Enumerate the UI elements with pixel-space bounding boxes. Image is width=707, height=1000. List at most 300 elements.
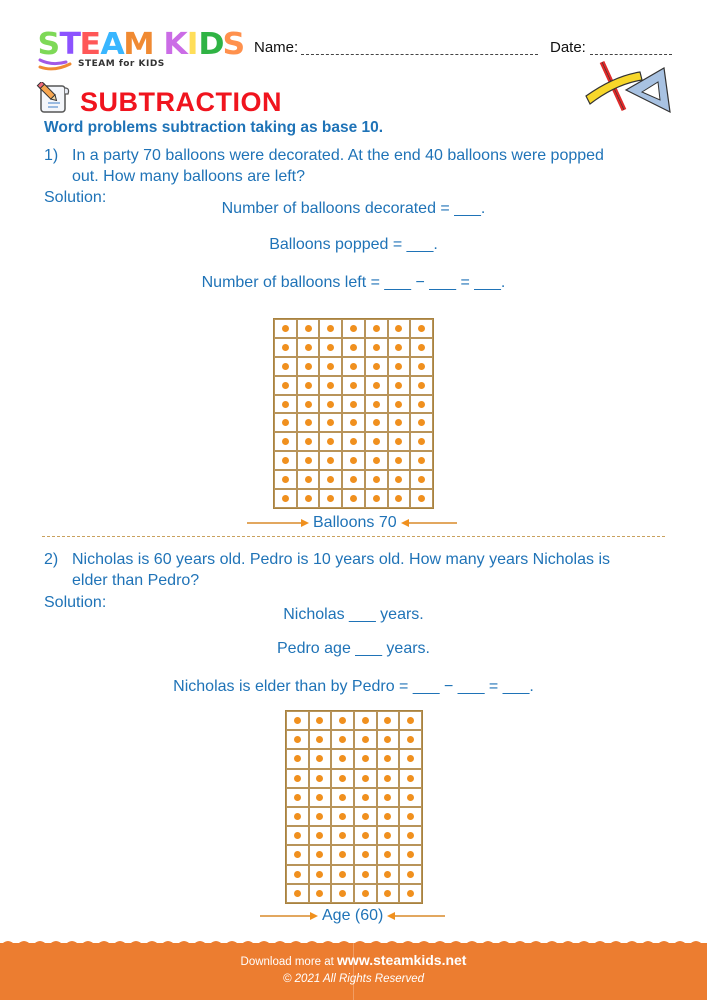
name-field[interactable]	[301, 54, 538, 55]
grid-cell	[319, 413, 342, 432]
dot-icon	[362, 871, 369, 878]
dot-icon	[327, 401, 334, 408]
logo-letter: I	[187, 27, 199, 62]
grid-cell	[342, 319, 365, 338]
dot-icon	[350, 325, 357, 332]
grid-cell	[399, 865, 422, 884]
footer-copyright: © 2021 All Rights Reserved	[282, 973, 424, 985]
grid-cell	[274, 489, 297, 508]
grid-cell	[274, 357, 297, 376]
dot-icon	[362, 890, 369, 897]
grid-cell	[309, 884, 332, 903]
grid-cell	[365, 470, 388, 489]
dot-icon	[339, 755, 346, 762]
logo-letter: K	[163, 27, 188, 62]
dot-icon	[294, 832, 301, 839]
dot-icon	[407, 890, 414, 897]
dot-icon	[339, 736, 346, 743]
grid-cell	[354, 788, 377, 807]
dot-icon	[327, 457, 334, 464]
grid-cell	[388, 451, 411, 470]
dot-icon	[327, 363, 334, 370]
dot-icon	[294, 736, 301, 743]
dot-icon	[282, 495, 289, 502]
grid-cell	[297, 338, 320, 357]
dot-icon	[294, 794, 301, 801]
dot-icon	[418, 401, 425, 408]
age-dot-grid	[285, 710, 423, 904]
dot-icon	[282, 325, 289, 332]
grid-cell	[274, 451, 297, 470]
dot-icon	[327, 419, 334, 426]
grid-cell	[342, 376, 365, 395]
dot-icon	[395, 476, 402, 483]
grid-cell	[354, 884, 377, 903]
grid-cell	[286, 865, 309, 884]
dot-icon	[316, 832, 323, 839]
footer-download	[0, 952, 707, 968]
grid-cell	[286, 749, 309, 768]
grid-cell	[297, 395, 320, 414]
grid-cell	[388, 338, 411, 357]
grid-cell	[286, 730, 309, 749]
grid-cell	[319, 319, 342, 338]
dot-icon	[339, 851, 346, 858]
dot-icon	[373, 438, 380, 445]
logo-letter: M	[123, 27, 155, 62]
grid-cell	[309, 845, 332, 864]
grid-cell	[354, 769, 377, 788]
dot-icon	[373, 401, 380, 408]
dot-icon	[350, 419, 357, 426]
problem-1-question	[44, 145, 664, 187]
grid-cell	[354, 730, 377, 749]
dot-icon	[305, 344, 312, 351]
solution-step: Nicholas is elder than by Pedro = ___ − ___ = ___.	[173, 678, 534, 695]
dot-icon	[350, 382, 357, 389]
dot-icon	[339, 890, 346, 897]
dot-icon	[362, 755, 369, 762]
grid-cell	[319, 451, 342, 470]
question-text: elder than Pedro?	[72, 572, 200, 589]
dot-icon	[282, 401, 289, 408]
grid-label-text: Age (60)	[322, 907, 384, 924]
dot-icon	[305, 363, 312, 370]
dot-icon	[339, 717, 346, 724]
dot-icon	[339, 794, 346, 801]
dot-icon	[294, 871, 301, 878]
dot-icon	[384, 813, 391, 820]
dot-icon	[294, 813, 301, 820]
grid-cell	[342, 432, 365, 451]
dot-icon	[407, 851, 414, 858]
dot-icon	[384, 794, 391, 801]
dot-icon	[418, 382, 425, 389]
grid-cell	[297, 489, 320, 508]
dot-icon	[362, 717, 369, 724]
grid-cell	[309, 730, 332, 749]
grid-cell	[410, 357, 433, 376]
grid-cell	[309, 749, 332, 768]
dot-icon	[282, 438, 289, 445]
grid-cell	[365, 489, 388, 508]
balloons-dot-grid	[273, 318, 434, 509]
dot-icon	[305, 457, 312, 464]
dot-icon	[407, 813, 414, 820]
footer-download-prefix: Download more at	[240, 956, 334, 968]
grid-cell	[274, 413, 297, 432]
dot-icon	[294, 755, 301, 762]
solution-label: Solution:	[44, 594, 107, 611]
dot-icon	[407, 832, 414, 839]
dot-icon	[305, 401, 312, 408]
grid-cell	[309, 788, 332, 807]
dot-icon	[305, 382, 312, 389]
dot-icon	[327, 476, 334, 483]
grid-cell	[297, 319, 320, 338]
dot-icon	[395, 363, 402, 370]
dot-icon	[407, 775, 414, 782]
dot-icon	[384, 871, 391, 878]
grid-cell	[399, 749, 422, 768]
grid-cell	[274, 432, 297, 451]
grid-cell	[377, 807, 400, 826]
dot-icon	[373, 419, 380, 426]
footer-url-link[interactable]: www.steamkids.net	[337, 952, 467, 968]
grid-cell	[354, 711, 377, 730]
grid-cell	[354, 749, 377, 768]
grid-cell	[388, 395, 411, 414]
grid-cell	[410, 432, 433, 451]
dot-icon	[407, 794, 414, 801]
dot-icon	[339, 832, 346, 839]
solution-step: Number of balloons left = ___ − ___ = ___.	[201, 274, 506, 291]
grid-cell	[354, 807, 377, 826]
grid-cell	[286, 788, 309, 807]
dot-icon	[316, 794, 323, 801]
arrow-left-icon	[387, 911, 445, 921]
grid-cell	[309, 769, 332, 788]
dot-icon	[395, 495, 402, 502]
dot-icon	[373, 476, 380, 483]
grid-cell	[399, 845, 422, 864]
dot-icon	[305, 476, 312, 483]
grid-cell	[365, 319, 388, 338]
grid-cell	[297, 413, 320, 432]
dot-icon	[418, 495, 425, 502]
dot-icon	[384, 736, 391, 743]
grid-cell	[388, 413, 411, 432]
grid-cell	[377, 769, 400, 788]
dot-icon	[418, 419, 425, 426]
grid-cell	[410, 451, 433, 470]
grid-cell	[365, 395, 388, 414]
dot-icon	[282, 363, 289, 370]
logo-letter: A	[99, 27, 125, 62]
grid-cell	[388, 319, 411, 338]
dot-icon	[294, 890, 301, 897]
dot-icon	[339, 775, 346, 782]
grid-cell	[331, 711, 354, 730]
grid-cell	[319, 376, 342, 395]
dot-icon	[316, 755, 323, 762]
dot-icon	[362, 813, 369, 820]
grid-cell	[388, 470, 411, 489]
grid-cell	[410, 319, 433, 338]
dot-icon	[316, 775, 323, 782]
dot-icon	[316, 813, 323, 820]
grid-cell	[354, 865, 377, 884]
dot-icon	[418, 344, 425, 351]
grid-cell	[342, 451, 365, 470]
grid-cell	[377, 711, 400, 730]
grid-cell	[354, 845, 377, 864]
dot-icon	[362, 794, 369, 801]
logo-tagline: STEAM for KIDS	[78, 59, 165, 69]
dot-icon	[384, 717, 391, 724]
dot-icon	[294, 717, 301, 724]
grid-cell	[286, 845, 309, 864]
dot-icon	[418, 438, 425, 445]
arrow-left-icon	[401, 518, 457, 528]
grid-label-balloons	[247, 514, 457, 532]
dot-icon	[327, 438, 334, 445]
question-text: Nicholas is 60 years old. Pedro is 10 years old. How many years Nicholas is	[72, 551, 611, 568]
logo-swoosh-icon	[38, 58, 78, 72]
solution-step: Nicholas ___ years.	[283, 606, 424, 623]
dot-icon	[384, 890, 391, 897]
grid-cell	[342, 395, 365, 414]
grid-cell	[377, 749, 400, 768]
grid-cell	[365, 451, 388, 470]
question-text: In a party 70 balloons were decorated. At the end 40 balloons were popped	[72, 147, 604, 164]
date-field[interactable]	[590, 54, 672, 55]
grid-cell	[319, 489, 342, 508]
grid-cell	[399, 884, 422, 903]
grid-cell	[377, 865, 400, 884]
grid-cell	[286, 807, 309, 826]
steam-kids-logo	[37, 27, 246, 62]
dot-icon	[282, 382, 289, 389]
solution-step: Pedro age ___ years.	[277, 640, 430, 657]
dot-icon	[327, 495, 334, 502]
dot-icon	[395, 401, 402, 408]
dot-icon	[407, 736, 414, 743]
date-label: Date:	[550, 39, 586, 56]
dot-icon	[362, 851, 369, 858]
grid-cell	[309, 826, 332, 845]
dot-icon	[384, 755, 391, 762]
dot-icon	[350, 438, 357, 445]
dot-icon	[362, 832, 369, 839]
dot-icon	[407, 717, 414, 724]
dot-icon	[384, 851, 391, 858]
grid-cell	[331, 865, 354, 884]
arrow-right-icon	[247, 518, 309, 528]
grid-cell	[399, 826, 422, 845]
grid-cell	[331, 845, 354, 864]
grid-cell	[365, 413, 388, 432]
solution-step: Number of balloons decorated = ___.	[221, 200, 486, 217]
dot-icon	[395, 438, 402, 445]
grid-cell	[399, 788, 422, 807]
grid-cell	[331, 730, 354, 749]
page-title: SUBTRACTION	[80, 87, 282, 117]
problem-2-question	[44, 549, 664, 591]
dot-icon	[282, 419, 289, 426]
dot-icon	[339, 871, 346, 878]
grid-cell	[331, 807, 354, 826]
ruler-triangle-pencil-icon	[584, 60, 674, 116]
grid-cell	[286, 711, 309, 730]
dot-icon	[350, 457, 357, 464]
grid-cell	[319, 395, 342, 414]
dot-icon	[395, 457, 402, 464]
dot-icon	[373, 457, 380, 464]
grid-cell	[410, 338, 433, 357]
grid-cell	[410, 489, 433, 508]
grid-cell	[297, 432, 320, 451]
problem-number: 2)	[44, 551, 59, 568]
logo-letter: S	[222, 27, 246, 62]
dot-icon	[305, 495, 312, 502]
grid-cell	[309, 865, 332, 884]
grid-cell	[388, 489, 411, 508]
grid-cell	[399, 730, 422, 749]
worksheet-pencil-icon	[36, 82, 72, 114]
solution-label: Solution:	[44, 189, 107, 206]
grid-cell	[331, 826, 354, 845]
dot-icon	[350, 401, 357, 408]
grid-cell	[286, 884, 309, 903]
dot-icon	[350, 344, 357, 351]
problem-number: 1)	[44, 147, 59, 164]
grid-cell	[377, 884, 400, 903]
dot-icon	[282, 344, 289, 351]
grid-cell	[331, 788, 354, 807]
problem-separator	[42, 536, 665, 537]
grid-cell	[410, 413, 433, 432]
dot-icon	[407, 755, 414, 762]
grid-cell	[354, 826, 377, 845]
dot-icon	[327, 325, 334, 332]
logo-letter: E	[79, 27, 102, 62]
dot-icon	[305, 325, 312, 332]
dot-icon	[395, 382, 402, 389]
grid-cell	[309, 807, 332, 826]
grid-cell	[331, 749, 354, 768]
dot-icon	[395, 344, 402, 351]
dot-icon	[294, 775, 301, 782]
grid-cell	[399, 711, 422, 730]
grid-cell	[274, 376, 297, 395]
grid-cell	[377, 845, 400, 864]
grid-label-text: Balloons 70	[313, 514, 397, 531]
grid-cell	[342, 470, 365, 489]
grid-cell	[297, 357, 320, 376]
grid-label-age	[260, 907, 445, 925]
dot-icon	[316, 890, 323, 897]
grid-cell	[274, 319, 297, 338]
dot-icon	[418, 325, 425, 332]
dot-icon	[327, 344, 334, 351]
grid-cell	[388, 357, 411, 376]
dot-icon	[373, 344, 380, 351]
grid-cell	[365, 376, 388, 395]
grid-cell	[342, 338, 365, 357]
dot-icon	[384, 832, 391, 839]
logo-letter: D	[197, 27, 225, 62]
logo-letter: T	[59, 27, 81, 62]
dot-icon	[316, 717, 323, 724]
dot-icon	[316, 736, 323, 743]
dot-icon	[362, 736, 369, 743]
name-label: Name:	[254, 39, 299, 56]
grid-cell	[388, 376, 411, 395]
dot-icon	[305, 419, 312, 426]
grid-cell	[365, 338, 388, 357]
grid-cell	[297, 376, 320, 395]
grid-cell	[286, 826, 309, 845]
arrow-right-icon	[260, 911, 318, 921]
dot-icon	[327, 382, 334, 389]
dot-icon	[373, 325, 380, 332]
dot-icon	[384, 775, 391, 782]
dot-icon	[350, 476, 357, 483]
logo-letter: S	[37, 27, 61, 62]
grid-cell	[410, 395, 433, 414]
grid-cell	[319, 338, 342, 357]
dot-icon	[373, 363, 380, 370]
dot-icon	[282, 457, 289, 464]
solution-step: Balloons popped = ___.	[269, 236, 438, 253]
dot-icon	[282, 476, 289, 483]
dot-icon	[350, 495, 357, 502]
grid-cell	[274, 395, 297, 414]
worksheet-subtitle: Word problems subtraction taking as base 10.	[44, 119, 384, 136]
grid-cell	[331, 769, 354, 788]
dot-icon	[395, 419, 402, 426]
grid-cell	[377, 826, 400, 845]
dot-icon	[395, 325, 402, 332]
grid-cell	[274, 338, 297, 357]
dot-icon	[418, 457, 425, 464]
question-text: out. How many balloons are left?	[72, 168, 306, 185]
grid-cell	[286, 769, 309, 788]
dot-icon	[316, 871, 323, 878]
grid-cell	[365, 357, 388, 376]
grid-cell	[365, 432, 388, 451]
grid-cell	[410, 376, 433, 395]
dot-icon	[418, 363, 425, 370]
grid-cell	[342, 357, 365, 376]
grid-cell	[319, 357, 342, 376]
grid-cell	[410, 470, 433, 489]
grid-cell	[331, 884, 354, 903]
dot-icon	[350, 363, 357, 370]
dot-icon	[316, 851, 323, 858]
grid-cell	[319, 432, 342, 451]
dot-icon	[294, 851, 301, 858]
dot-icon	[305, 438, 312, 445]
grid-cell	[342, 413, 365, 432]
grid-cell	[342, 489, 365, 508]
grid-cell	[388, 432, 411, 451]
grid-cell	[309, 711, 332, 730]
grid-cell	[399, 769, 422, 788]
grid-cell	[377, 730, 400, 749]
grid-cell	[274, 470, 297, 489]
